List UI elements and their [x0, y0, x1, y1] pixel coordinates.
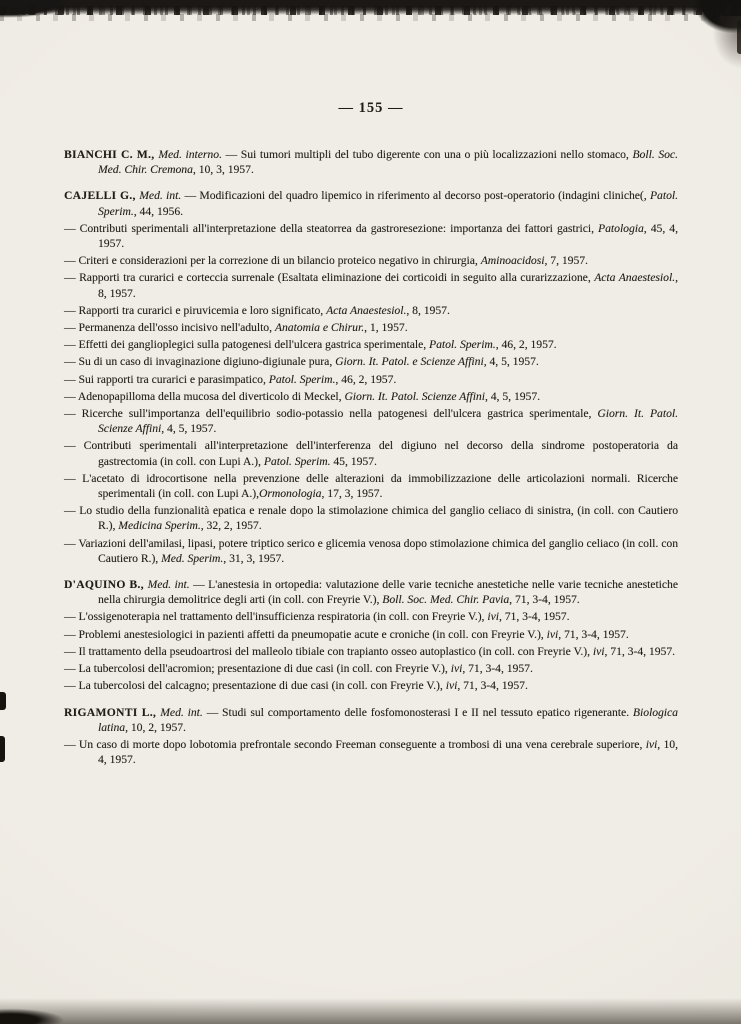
entry-text: — Sui rapporti tra curarici e parasimpatico, [64, 372, 269, 386]
entry-text: , 46, 2, 1957. [495, 338, 557, 352]
journal-title: Acta Anaestesiol. [594, 271, 676, 285]
scan-artifact-left-mark-2 [0, 736, 5, 762]
entry-text: — Un caso di morte dopo lobotomia prefrontale secondo Freeman conseguente a trombosi di una vena cerebrale superiore, [64, 737, 646, 751]
entry-text: — Il trattamento della pseudoartrosi del malleolo tibiale con trapianto osseo autoplastico (in coll. con Freyrie V.), [64, 644, 593, 658]
scan-artifact-top-noise-faint [0, 14, 741, 21]
bibliography-entry [64, 503, 678, 533]
entry-text: , 10, 2, 1957. [125, 720, 186, 734]
entry-text: — Permanenza dell'osso incisivo nell'adulto, [64, 321, 275, 335]
entry-text: , 4, 5, 1957. [161, 422, 217, 436]
entry-text: — Rapporti tra curarici e corteccia surrenale (Esaltata eliminazione dei corticoidi in seguito alla curarizzazione, [64, 271, 595, 285]
journal-title: ivi [487, 610, 499, 624]
bibliography-entry [64, 354, 678, 369]
journal-title: Med. int. [160, 705, 203, 719]
journal-title: Med. interno. [158, 148, 222, 161]
entry-text: — Sui tumori multipli del tubo digerente con una o più localizzazioni nello stomaco, [221, 148, 633, 161]
journal-title: ivi [445, 679, 458, 693]
bibliography-entry [64, 627, 678, 642]
entry-text: , 44, 1956. [133, 204, 184, 218]
entry-text: , 71, 3-4, 1957. [604, 644, 676, 658]
journal-title: Patol. Sperim. [268, 372, 336, 386]
bibliography-list [64, 147, 678, 769]
author-name: RIGAMONTI L., [64, 705, 161, 719]
bibliography-entry [64, 337, 678, 352]
journal-title: Giorn. It. Patol. Scienze Affini [98, 407, 678, 436]
entry-text: — L'ossigenoterapia nel trattamento dell'insufficienza respiratoria (in coll. con Freyrie V.), [64, 610, 488, 624]
entry-text: 45, 1957. [330, 454, 377, 468]
entry-text: , 71, 3-4, 1957. [462, 662, 533, 676]
journal-title: ivi [450, 662, 463, 676]
scan-artifact-left-mark-1 [0, 692, 6, 710]
bibliography-entry [64, 737, 678, 767]
entry-text: — La tubercolosi dell'acromion; presentazione di due casi (in coll. con Freyrie V.), [64, 662, 451, 676]
entry-text: — Effetti dei ganglioplegici sulla patogenesi dell'ulcera gastrica sperimentale, [64, 338, 430, 352]
entry-text: — Criteri e considerazioni per la correzione di un bilancio proteico negativo in chirurgia, [64, 254, 481, 268]
entry-text: — Ricerche sull'importanza dell'equilibrio sodio-potassio nella patogenesi dell'ulcera gastrica sperimentale, [64, 407, 598, 421]
entry-text: — Modificazioni del quadro lipemico in riferimento al decorso post-operatorio (indagini cliniche(, [181, 189, 650, 203]
entry-text: — Rapporti tra curarici e piruvicemia e loro significato, [64, 303, 327, 317]
journal-title: Boll. Soc. Med. Chir. Pavia [382, 593, 510, 607]
entry-text: — Contributi sperimentali all'interpretazione dell'interferenza del digiuno nel decorso della sindrome postoperatoria da gastrectomia (in coll. con Lupi A.), [64, 439, 678, 468]
journal-title: ivi [592, 644, 605, 658]
entry-text: — La tubercolosi del calcagno; presentazione di due casi (in coll. con Freyrie V.), [64, 679, 446, 693]
journal-title: Patologia [598, 221, 644, 235]
journal-title: Anatomia e Chirur. [274, 321, 365, 335]
entry-text: , 32, 2, 1957. [200, 519, 262, 533]
bibliography-entry [64, 221, 678, 251]
author-name: BIANCHI C. M., [64, 148, 159, 161]
page-number: — 155 — [338, 100, 404, 116]
bibliography-entry [64, 471, 678, 501]
bibliography-entry [64, 577, 678, 607]
entry-text: , 10, 4, 1957. [98, 737, 678, 767]
journal-title: Patol. Sperim. [263, 454, 331, 468]
bibliography-entry [64, 389, 678, 404]
bibliography-entry [64, 372, 678, 387]
journal-title: Giorn. It. Patol. e Scienze Affini [335, 355, 484, 369]
journal-title: Aminoacidosi [480, 254, 545, 268]
entry-text: — Contributi sperimentali all'interpretazione della steatorrea da gastroresezione: importanza dei fattori gastrici, [64, 221, 599, 235]
scan-artifact-right-mark [737, 20, 741, 54]
journal-title: Med. Sperim. [161, 551, 224, 565]
journal-title: Med. int. [147, 578, 190, 592]
bibliography-entry [64, 147, 678, 177]
journal-title: Ormonologia [259, 487, 322, 501]
entry-text: , 71, 3-4, 1957. [457, 679, 528, 693]
entry-text: , 71, 3-4, 1957. [558, 627, 629, 641]
entry-text: — Su di un caso di invaginazione digiuno-digiunale pura, [64, 355, 336, 369]
journal-title: Medicina Sperim. [118, 519, 201, 533]
entry-text: , 17, 3, 1957. [321, 487, 383, 501]
entry-text: , 4, 5, 1957. [483, 355, 539, 369]
entry-text: , 71, 3-4, 1957. [509, 593, 580, 607]
journal-title: Acta Anaestesiol. [326, 303, 407, 317]
entry-text: , 7, 1957. [544, 254, 588, 268]
scan-artifact-bottom-band [0, 998, 741, 1024]
entry-text: , 46, 2, 1957. [335, 372, 397, 386]
bibliography-entry [64, 705, 678, 735]
journal-title: Biologica latina [98, 705, 678, 734]
entry-text: — Lo studio della funzionalità epatica e renale dopo la stimolazione chimica del ganglio celiaco di sinistra, (in coll. con Cautiero R.), [64, 504, 678, 533]
entry-text: — L'anestesia in ortopedia: valutazione delle varie tecniche anestetiche nelle varie tecniche anestetiche nella chirurgia demolitrice degli arti (in coll. con Freyrie V.), [98, 578, 678, 607]
author-name: D'AQUINO B., [64, 578, 148, 592]
bibliography-entry [64, 406, 678, 436]
journal-title: ivi [546, 627, 559, 641]
bibliography-entry [64, 644, 678, 659]
entry-text: — L'acetato di idrocortisone nella prevenzione delle alterazioni da immobilizzazione delle articolazioni normali. Ricerche sperimentali (in coll. con Lupi A.), [64, 471, 678, 501]
entry-text: , 1, 1957. [364, 321, 408, 335]
entry-text: , 10, 3, 1957. [192, 163, 254, 177]
journal-title: ivi [645, 737, 658, 751]
author-name: CAJELLI G., [64, 189, 140, 203]
journal-title: Boll. Soc. Med. Chir. Cremona [98, 148, 678, 177]
journal-title: Patol. Sperim. [429, 338, 496, 352]
bibliography-entry [64, 270, 678, 300]
entry-text: — Studi sul comportamento delle fosfomonosterasi I e II nel tessuto epatico rigenerante. [202, 705, 633, 719]
entry-text: , 4, 5, 1957. [484, 389, 541, 403]
journal-title: Patol. Sperim. [98, 189, 678, 218]
entry-text: — Adenopapilloma della mucosa del diverticolo di Meckel, [64, 389, 345, 403]
bibliography-entry [64, 188, 678, 218]
entry-text: , 31, 3, 1957. [223, 551, 285, 565]
entry-text: , 71, 3-4, 1957. [498, 610, 570, 624]
bibliography-entry [64, 536, 678, 566]
bibliography-entry [64, 253, 678, 268]
bibliography-entry [64, 320, 678, 335]
bibliography-entry [64, 661, 678, 676]
entry-text: — Problemi anestesiologici in pazienti affetti da pneumopatie acute e croniche (in coll. con Freyrie V.), [64, 627, 547, 641]
journal-title: Giorn. It. Patol. Scienze Affini [344, 389, 485, 403]
entry-text: , 8, 1957. [98, 271, 678, 300]
bibliography-entry [64, 303, 678, 318]
bibliography-entry [64, 438, 678, 468]
entry-text: , 8, 1957. [406, 303, 450, 317]
entry-text: — Variazioni dell'amilasi, lipasi, potere triptico serico e glicemia venosa dopo stimolazione chimica del ganglio celiaco (in coll. con Cautiero R.), [64, 536, 678, 565]
bibliography-entry [64, 678, 678, 693]
entry-text: , 45, 4, 1957. [98, 221, 678, 251]
bibliography-entry [64, 609, 678, 624]
journal-title: Med. int. [139, 189, 182, 203]
